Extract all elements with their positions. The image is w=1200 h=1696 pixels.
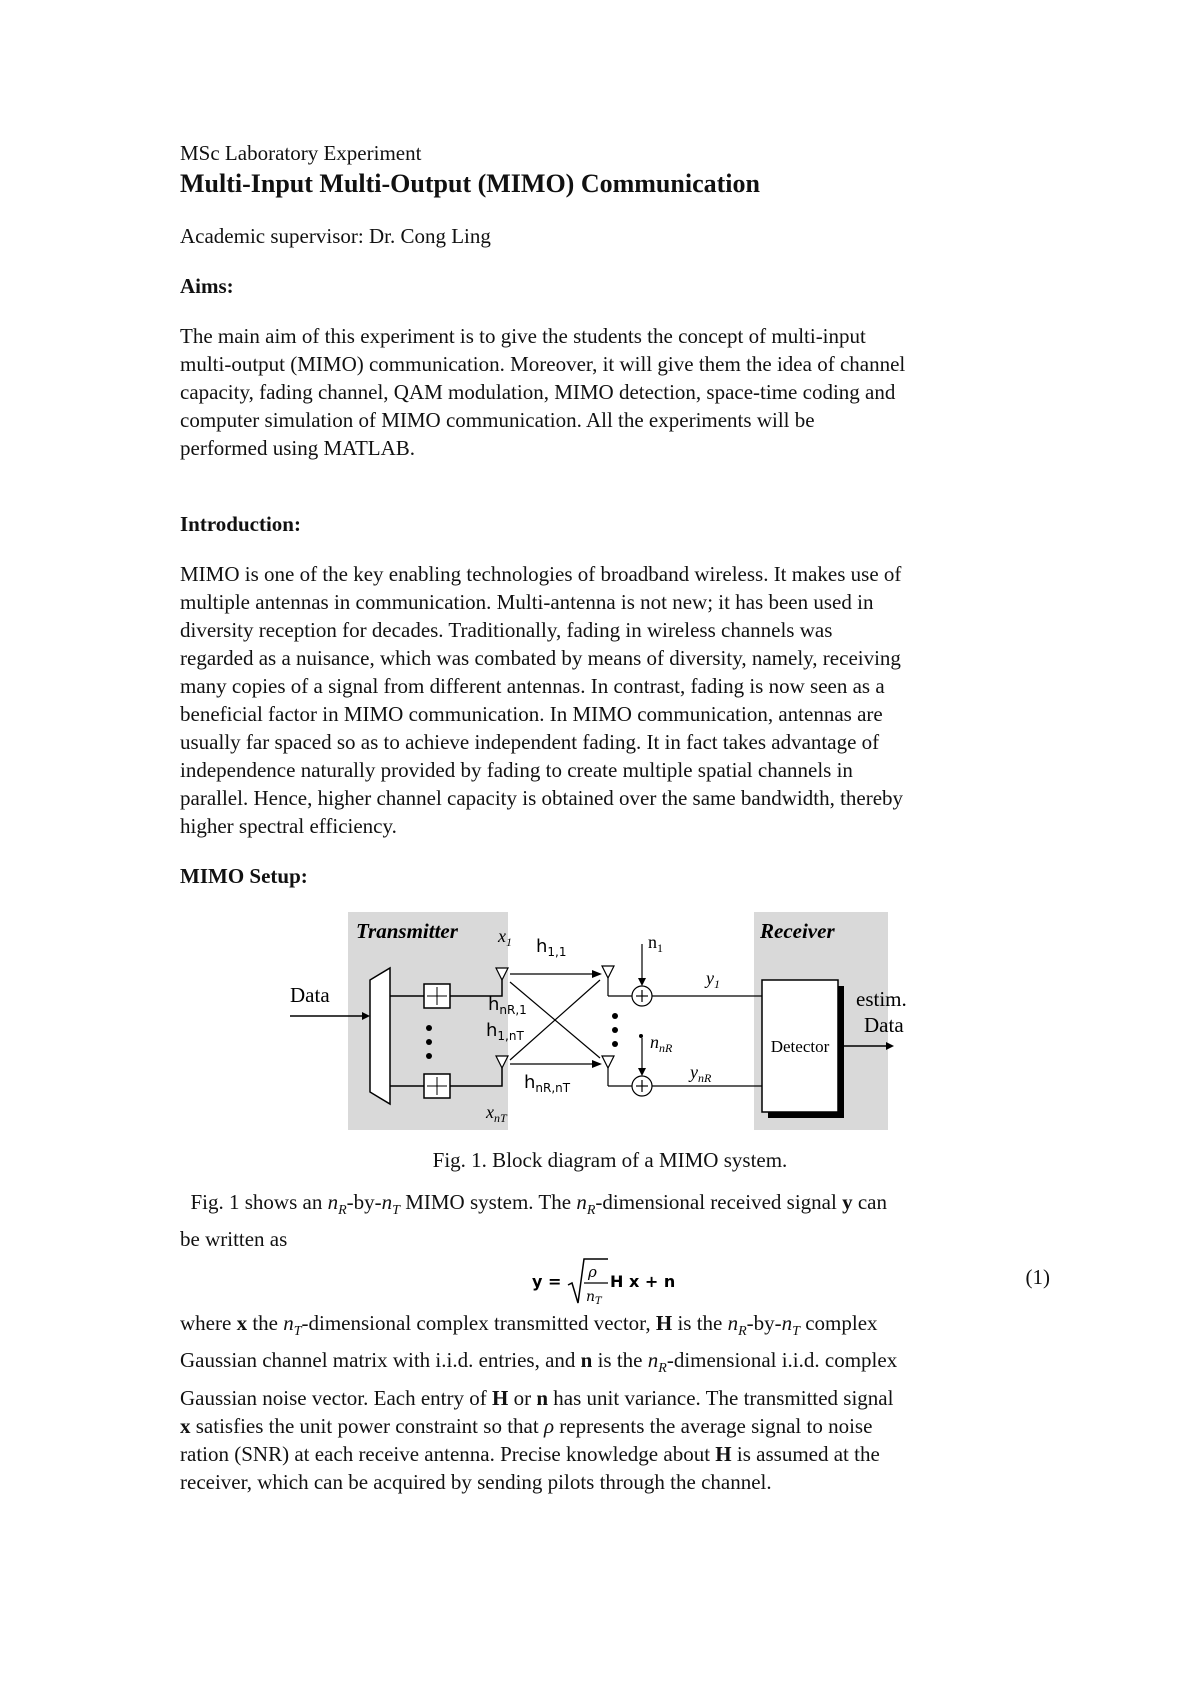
detector-label: Detector [770, 1037, 830, 1056]
equation-number: (1) [1025, 1265, 1050, 1290]
n1-label: $n_1$ [648, 932, 663, 955]
aims-line: The main aim of this experiment is to give the students the concept of multi-input [180, 324, 866, 348]
introduction-heading: Introduction: [180, 512, 301, 536]
rx-antenna-icon [602, 1056, 614, 1068]
body-line: ration (SNR) at each receive antenna. Precise knowledge about H is assumed at the [180, 1441, 880, 1466]
mimo-setup-heading: MIMO Setup: [180, 864, 308, 888]
ynr-label: $y_{nR}$ [690, 1062, 712, 1085]
receiver-label: Receiver [760, 919, 835, 943]
equation-1 [180, 1253, 1050, 1309]
h1nt-label: $h_{1,nT}$ [486, 1020, 524, 1043]
eq-lhs: y = [532, 1272, 562, 1292]
intro-line: diversity reception for decades. Traditionally, fading in wireless channels was [180, 618, 833, 642]
intro-line: parallel. Hence, higher channel capacity is obtained over the same bandwidth, thereby [180, 786, 904, 810]
intro-line: many copies of a signal from different antennas. In contrast, fading is now seen as a [180, 674, 885, 698]
body-line: where x the $n_T$-dimensional complex transmitted vector, H is the $n_R-by-n_T$ complex [180, 1311, 878, 1340]
nnr-label: $n_{nR}$ [650, 1032, 673, 1055]
data-out-label: Data [864, 1013, 904, 1037]
intro-line: independence naturally provided by fading to create multiple spatial channels in [180, 758, 853, 782]
document-page [180, 140, 1050, 1496]
intro-line: multiple antennas in communication. Multi-antenna is not new; it has been used in [180, 590, 874, 614]
eq-denominator: $n_T$ [586, 1289, 602, 1308]
aims-paragraph [180, 322, 1040, 462]
hnrnt-label: $h_{nR,nT}$ [524, 1072, 571, 1095]
body-line: Fig. 1 shows an $n_R-by-n_T$ MIMO system. The $n_R$-dimensional received signal y can [190, 1190, 887, 1219]
transmitter-label: Transmitter [356, 919, 458, 943]
body-line: receiver, which can be acquired by sending pilots through the channel. [180, 1469, 772, 1494]
rx-antenna-icon [602, 966, 614, 978]
eq-rho: ρ [588, 1263, 597, 1282]
eq-rhs: H x + n [610, 1272, 676, 1292]
demux-block [370, 968, 390, 1104]
estim-label: estim. [856, 987, 907, 1011]
intro-line: regarded as a nuisance, which was combated by means of diversity, namely, receiving [180, 646, 901, 670]
x1-label: $x_1$ [498, 926, 512, 949]
body-line: Gaussian noise vector. Each entry of H or n has unit variance. The transmitted signal [180, 1385, 894, 1410]
equation-svg [532, 1257, 692, 1309]
aims-line: performed using MATLAB. [180, 436, 416, 460]
figure-caption: Fig. 1. Block diagram of a MIMO system. [432, 1148, 788, 1172]
supervisor-line: Academic supervisor: Dr. Cong Ling [180, 224, 491, 248]
aims-line: capacity, fading channel, QAM modulation, MIMO detection, space-time coding and [180, 380, 896, 404]
body-line: x satisfies the unit power constraint so that ρ represents the average signal to noise [180, 1413, 873, 1438]
mimo-diagram-svg [180, 908, 1040, 1138]
mimo-block-diagram [180, 908, 1040, 1138]
intro-line: higher spectral efficiency. [180, 814, 397, 838]
aims-line: computer simulation of MIMO communication. All the experiments will be [180, 408, 815, 432]
body-line: be written as [180, 1227, 288, 1252]
course-label: MSc Laboratory Experiment [180, 141, 422, 165]
document-title: Multi-Input Multi-Output (MIMO) Communication [180, 169, 760, 198]
intro-line: MIMO is one of the key enabling technologies of broadband wireless. It makes use of [180, 562, 902, 586]
body-line: Gaussian channel matrix with i.i.d. entries, and n is the $n_R$-dimensional i.i.d. complex [180, 1348, 898, 1377]
arrow-icon [886, 1042, 894, 1050]
h11-label: $h_{1,1}$ [536, 936, 567, 959]
data-in-label: Data [290, 983, 330, 1007]
introduction-paragraph [180, 560, 1040, 840]
aims-heading: Aims: [180, 274, 234, 298]
aims-line: multi-output (MIMO) communication. Moreover, it will give them the idea of channel [180, 352, 906, 376]
xnt-label: $x_{nT}$ [486, 1102, 507, 1125]
intro-line: beneficial factor in MIMO communication. In MIMO communication, antennas are [180, 702, 883, 726]
y1-label: $y_1$ [706, 968, 720, 991]
intro-line: usually far spaced so as to achieve independent fading. It in fact takes advantage of [180, 730, 880, 754]
hnr1-label: $h_{nR,1}$ [488, 994, 527, 1017]
